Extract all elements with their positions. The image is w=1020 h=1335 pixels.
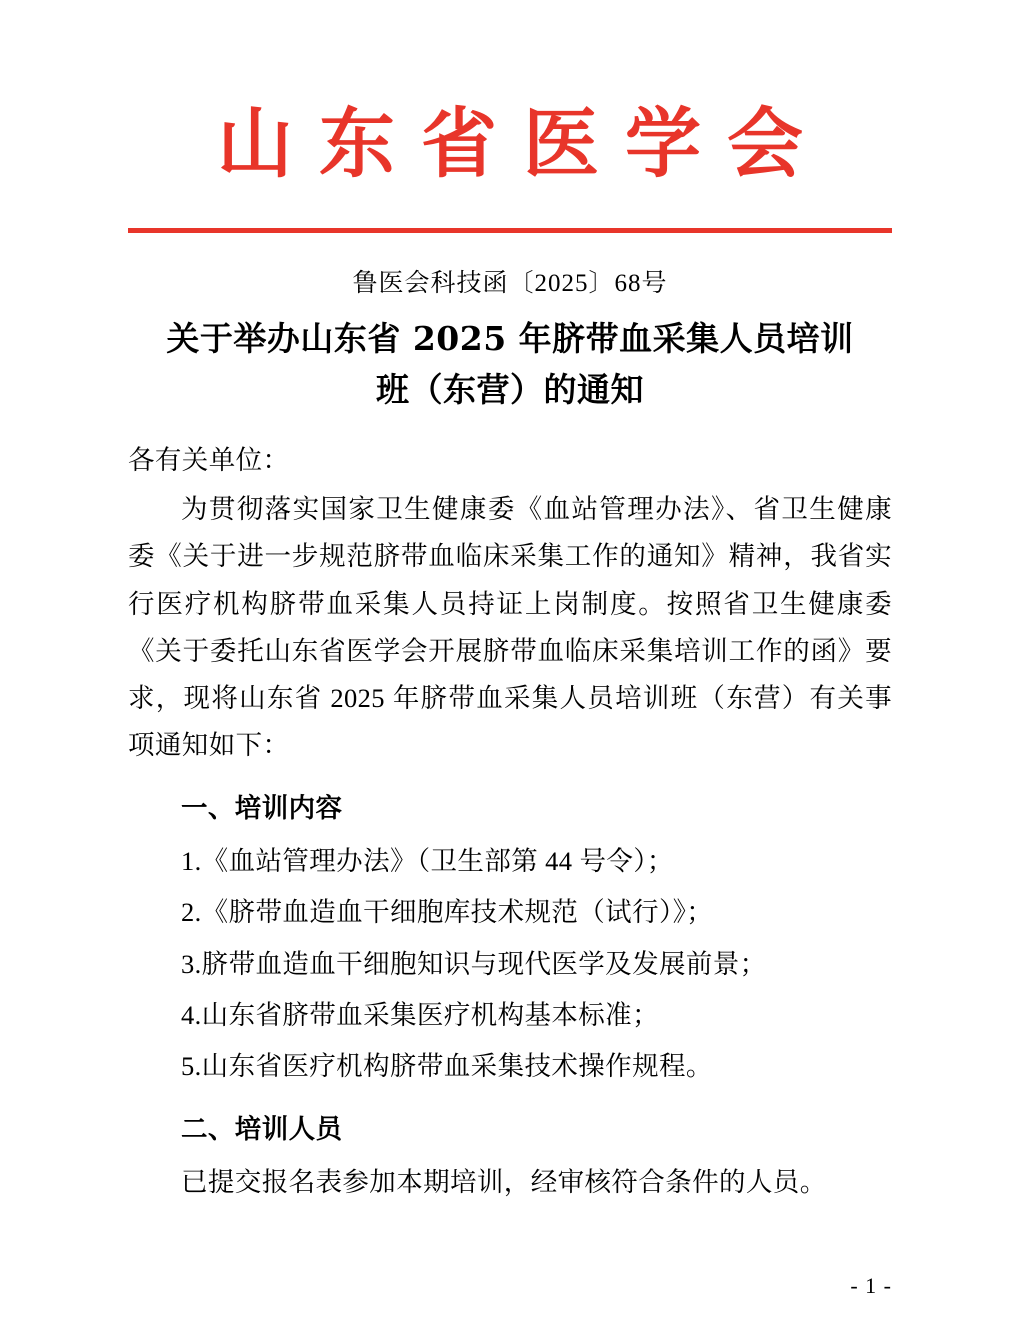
section-paragraph-training-personnel: 已提交报名表参加本期培训，经审核符合条件的人员。 bbox=[181, 1167, 827, 1198]
section-heading-training-content: 一、培训内容 bbox=[181, 793, 343, 825]
document-title bbox=[128, 313, 892, 415]
page-number-footer: - 1 - bbox=[850, 1273, 892, 1298]
list-item: 2.《脐带血造血干细胞库技术规范（试行）》； bbox=[181, 897, 714, 928]
list-item: 5.山东省医疗机构脐带血采集技术操作规程。 bbox=[181, 1050, 713, 1081]
letterhead bbox=[128, 0, 892, 233]
list-item: 1.《血站管理办法》（卫生部第 44 号令）； bbox=[181, 846, 674, 877]
list-item: 3.脐带血造血干细胞知识与现代医学及发展前景； bbox=[181, 948, 767, 979]
intro-paragraph: 为贯彻落实国家卫生健康委《血站管理办法》、省卫生健康委《关于进一步规范脐带血临床采集工作的通知》精神，我省实行医疗机构脐带血采集人员持证上岗制度。按照省卫生健康委《关于委托山东省医学会开展脐带血临床采集培训工作的函》要求，现将山东省 2025 年脐带血采集人员培训班（东营）有关事项通知如下： bbox=[128, 494, 892, 761]
document-title-line-2: 班（东营）的通知 bbox=[376, 369, 644, 409]
document-title-line-1: 关于举办山东省 2025 年脐带血采集人员培训 bbox=[166, 318, 854, 358]
letterhead-organization-title: 山东省医学会 bbox=[217, 99, 829, 188]
list-item: 4.山东省脐带血采集医疗机构基本标准； bbox=[181, 999, 659, 1030]
document-body bbox=[128, 437, 892, 1206]
document-number: 鲁医会科技函〔2025〕68号 bbox=[352, 269, 668, 297]
letterhead-divider-rule bbox=[128, 228, 892, 233]
salutation: 各有关单位： bbox=[128, 445, 290, 476]
section-heading-training-personnel: 二、培训人员 bbox=[181, 1114, 343, 1146]
